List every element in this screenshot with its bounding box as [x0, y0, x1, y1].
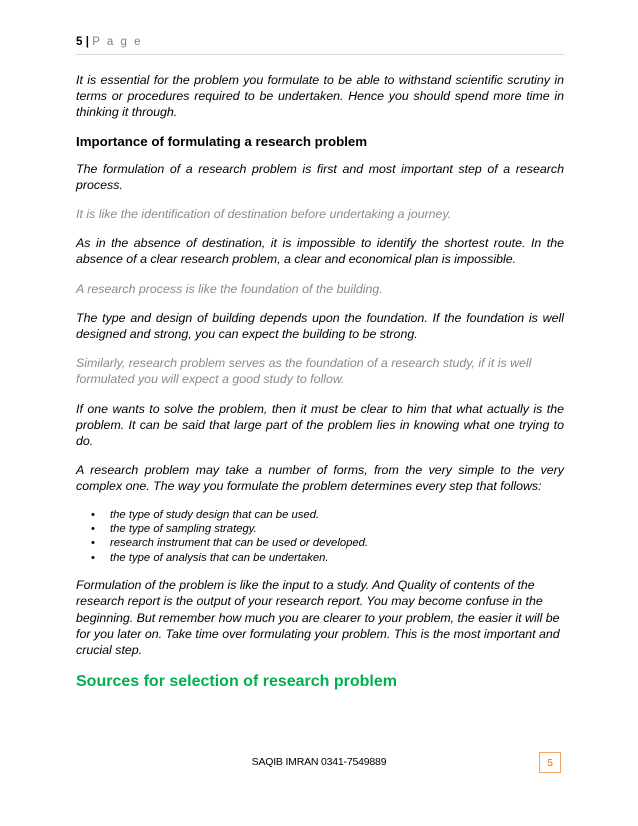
page-header	[76, 36, 142, 48]
list-item	[76, 508, 564, 522]
footer-author: SAQIB IMRAN 0341-7549889	[251, 756, 387, 768]
paragraph: The formulation of a research problem is first and most important step of a research process.	[76, 161, 564, 192]
footer-page-number: 5	[539, 752, 561, 773]
paragraph: The type and design of building depends upon the foundation. If the foundation is well designed and strong, you can expect the building to be strong.	[76, 310, 564, 342]
bullet-icon: •	[91, 523, 95, 536]
page-content	[76, 72, 564, 691]
list-item	[76, 536, 564, 550]
header-page-number: 5	[76, 36, 83, 48]
list-item-text: the type of study design that can be used.	[110, 508, 320, 521]
list-item-text: the type of sampling strategy.	[110, 523, 257, 536]
header-divider	[76, 54, 564, 55]
list-item-text: research instrument that can be used or developed.	[110, 537, 369, 550]
list-item	[76, 522, 564, 536]
paragraph: A research process is like the foundation of the building.	[76, 281, 383, 296]
paragraph: As in the absence of destination, it is impossible to identify the shortest route. In the absence of a clear research problem, a clear and economical plan is impossible.	[76, 236, 564, 267]
next-section-heading: Sources for selection of research problem	[76, 673, 397, 691]
bullet-icon: •	[91, 551, 95, 564]
header-page-word: P a g e	[92, 36, 143, 48]
bullet-list	[76, 508, 564, 566]
paragraph: A research problem may take a number of forms, from the very simple to the very complex one. The way you formulate the problem determines every step that follows:	[76, 463, 564, 494]
header-separator: |	[85, 36, 90, 48]
closing-paragraph: Formulation of the problem is like the input to a study. And Quality of contents of the research report is the output of your research report. You may become confuse in the beginning. But remember how much you are clearer to your problem, the easier it will be for you later on. Take time over formulating your problem. This is the most important and crucial step.	[76, 578, 560, 658]
list-item	[76, 551, 564, 565]
paragraph: It is like the identification of destination before undertaking a journey.	[76, 207, 452, 222]
intro-paragraph: It is essential for the problem you formulate to be able to withstand scientific scrutiny in terms or procedures required to be undertaken. Hence you should spend more time in thinking it through.	[76, 73, 564, 120]
bullet-icon: •	[91, 537, 95, 550]
paragraph: If one wants to solve the problem, then it must be clear to him that what actually is the problem. It can be said that large part of the problem lies in knowing what one trying to do.	[76, 401, 564, 449]
paragraph: Similarly, research problem serves as the foundation of a research study, if it is well formulated you will expect a good study to follow.	[76, 356, 532, 387]
bullet-icon: •	[91, 508, 95, 521]
list-item-text: the type of analysis that can be undertaken.	[110, 551, 329, 564]
section-heading: Importance of formulating a research problem	[76, 133, 368, 149]
